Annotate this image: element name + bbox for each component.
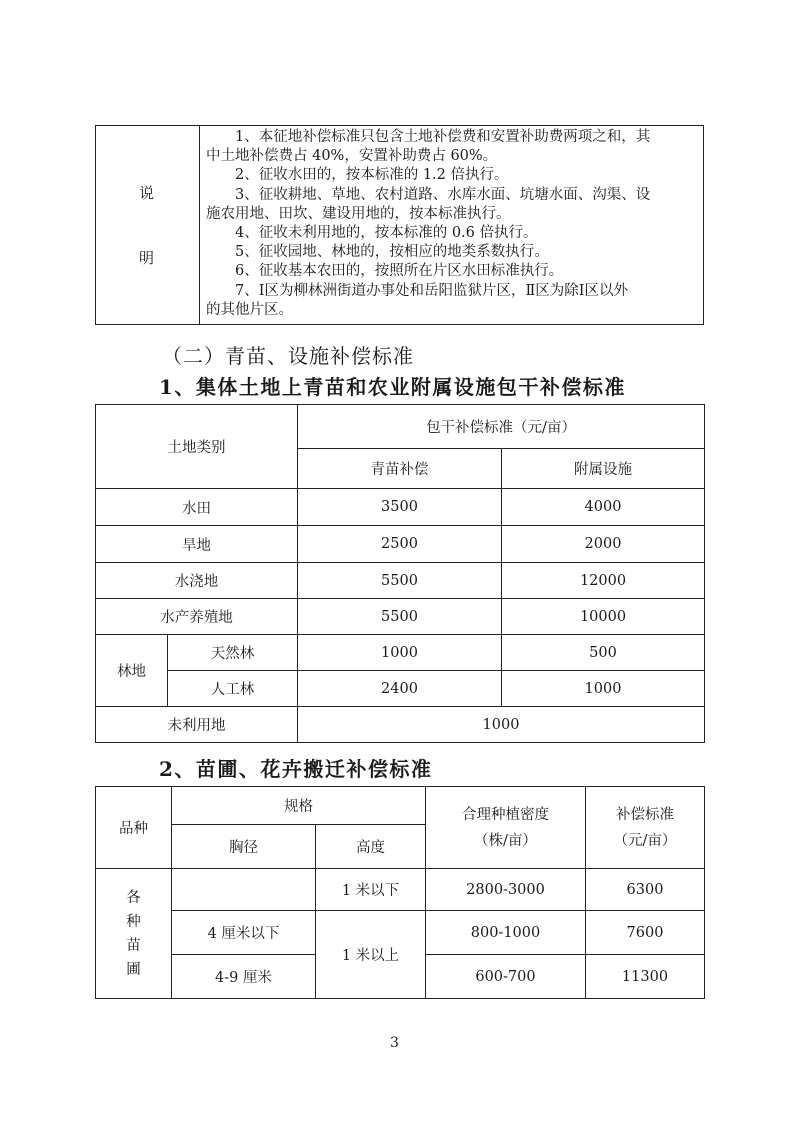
row-facility-value: 500 <box>502 635 705 671</box>
note-line: 5、征收园地、林地的，按相应的地类系数执行。 <box>206 244 549 261</box>
row-name: 水田 <box>96 489 298 526</box>
row-crop-value: 2500 <box>298 526 502 563</box>
unused-land-value: 1000 <box>298 707 705 743</box>
variety-char: 苗 <box>126 937 141 954</box>
header-crop: 青苗补偿 <box>298 449 502 489</box>
variety-char: 各 <box>126 889 141 906</box>
table2-heading: 2、苗圃、花卉搬迁补偿标准 <box>159 757 433 781</box>
header-facility: 附属设施 <box>502 449 705 489</box>
row-compensation: 11300 <box>586 955 705 999</box>
row-crop-value: 2400 <box>298 671 502 707</box>
header-height: 高度 <box>316 825 426 869</box>
row-compensation: 7600 <box>586 911 705 955</box>
note-line: 的其他片区。 <box>206 301 293 318</box>
row-name: 水产养殖地 <box>96 599 298 635</box>
note-line: 2、征收水田的，按本标准的 1.2 倍执行。 <box>206 167 509 184</box>
variety-char: 圃 <box>126 961 141 978</box>
header-spec: 规格 <box>172 787 426 825</box>
notes-label-top: 说 <box>138 184 156 202</box>
row-facility-value: 4000 <box>502 489 705 526</box>
row-name: 水浇地 <box>96 563 298 599</box>
unused-land-name: 未利用地 <box>96 707 298 743</box>
forest-label: 林地 <box>96 635 168 707</box>
row-facility-value: 1000 <box>502 671 705 707</box>
header-density <box>426 787 586 869</box>
header-compensation-line2: （元/亩） <box>613 832 677 849</box>
note-line: 3、征收耕地、草地、农村道路、水库水面、坑塘水面、沟渠、设 <box>206 186 651 203</box>
header-land-type: 土地类别 <box>96 405 298 489</box>
header-compensation-line1: 补偿标准 <box>616 806 674 823</box>
table1-heading: 1、集体土地上青苗和农业附属设施包干补偿标准 <box>159 375 626 399</box>
header-dbh: 胸径 <box>172 825 316 869</box>
row-name: 天然林 <box>168 635 298 671</box>
nursery-compensation-table <box>95 786 705 999</box>
note-line: 中土地补偿费占 40%，安置补助费占 60%。 <box>206 148 498 165</box>
header-density-line1: 合理种植密度 <box>462 806 549 823</box>
row-crop-value: 1000 <box>298 635 502 671</box>
row-name: 人工林 <box>168 671 298 707</box>
header-package: 包干补偿标准（元/亩） <box>298 405 705 449</box>
row-density: 600-700 <box>426 955 586 999</box>
row-compensation: 6300 <box>586 869 705 911</box>
note-line: 6、征收基本农田的，按照所在片区水田标准执行。 <box>206 263 564 280</box>
row-height: 1 米以上 <box>316 911 426 999</box>
page-number: 3 <box>390 1035 399 1051</box>
row-facility-value: 2000 <box>502 526 705 563</box>
row-density: 800-1000 <box>426 911 586 955</box>
variety-char: 种 <box>126 913 141 930</box>
row-crop-value: 5500 <box>298 599 502 635</box>
header-variety: 品种 <box>96 787 172 869</box>
note-line: 4、征收未利用地的，按本标准的 0.6 倍执行。 <box>206 225 538 242</box>
header-density-line2: （株/亩） <box>474 832 537 849</box>
row-crop-value: 5500 <box>298 563 502 599</box>
row-facility-value: 12000 <box>502 563 705 599</box>
note-line: 7、Ⅰ区为柳林洲街道办事处和岳阳监狱片区，Ⅱ区为除Ⅰ区以外 <box>206 282 629 299</box>
note-line: 施农用地、田坎、建设用地的，按本标准执行。 <box>206 205 511 222</box>
row-dbh <box>172 869 316 911</box>
row-density: 2800-3000 <box>426 869 586 911</box>
row-name: 旱地 <box>96 526 298 563</box>
notes-text-cell <box>200 126 704 325</box>
row-dbh: 4 厘米以下 <box>172 911 316 955</box>
crop-compensation-table <box>95 404 705 743</box>
notes-table <box>95 125 704 325</box>
variety-label <box>96 869 172 999</box>
notes-label-cell <box>96 126 200 325</box>
row-facility-value: 10000 <box>502 599 705 635</box>
row-dbh: 4-9 厘米 <box>172 955 316 999</box>
header-compensation <box>586 787 705 869</box>
notes-label-bottom: 明 <box>138 249 156 267</box>
row-height: 1 米以下 <box>316 869 426 911</box>
section-heading: （二）青苗、设施补偿标准 <box>162 344 414 368</box>
row-crop-value: 3500 <box>298 489 502 526</box>
note-line: 1、本征地补偿标准只包含土地补偿费和安置补助费两项之和，其 <box>206 129 651 145</box>
